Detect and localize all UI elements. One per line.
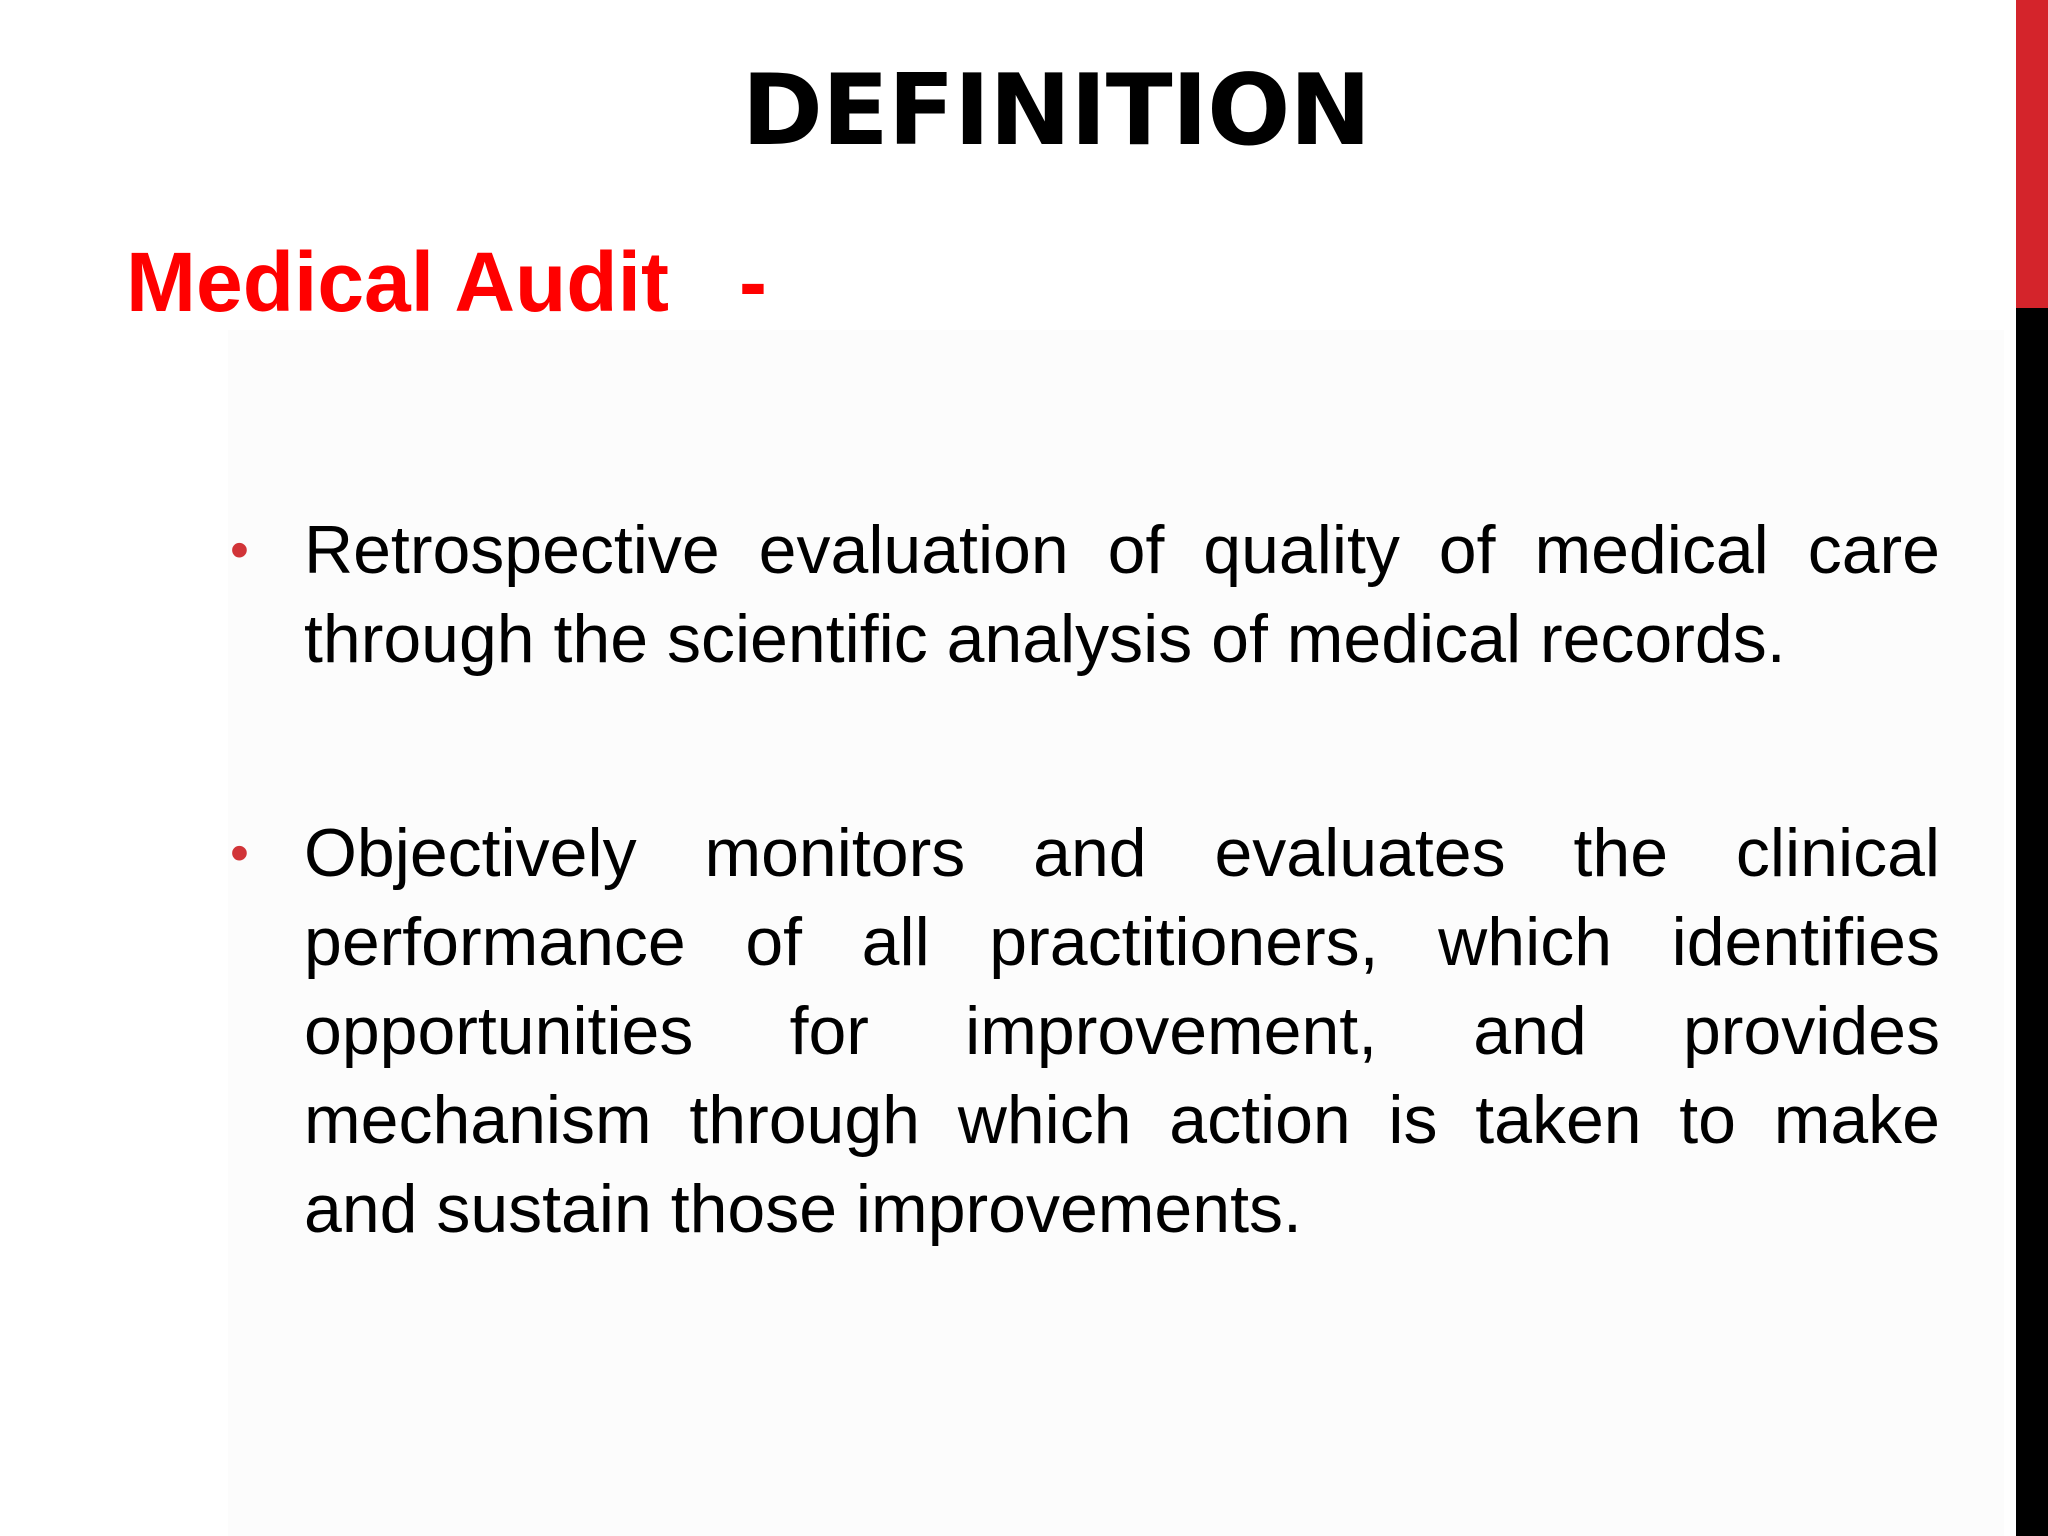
bullet-text: Objectively monitors and evaluates the clinical performance of all practitioners, which identifies opportunities for improvement, and provides mechanism through which action is taken to make and sustain those improvements. [304, 815, 1940, 1247]
bullet-marker-icon: • [230, 520, 249, 580]
bullet-item [220, 809, 1940, 1254]
slide-subtitle: Medical Audit - [126, 235, 767, 329]
bullet-item [220, 506, 1940, 684]
side-accent-bar-red [2016, 0, 2048, 308]
slide-title: DEFINITION [741, 54, 1371, 168]
bullet-list [220, 506, 1940, 1254]
bullet-text: Retrospective evaluation of quality of medical care through the scientific analysis of medical records. [304, 512, 1940, 677]
side-accent-bar-black [2016, 308, 2048, 1536]
bullet-marker-icon: • [230, 823, 249, 883]
